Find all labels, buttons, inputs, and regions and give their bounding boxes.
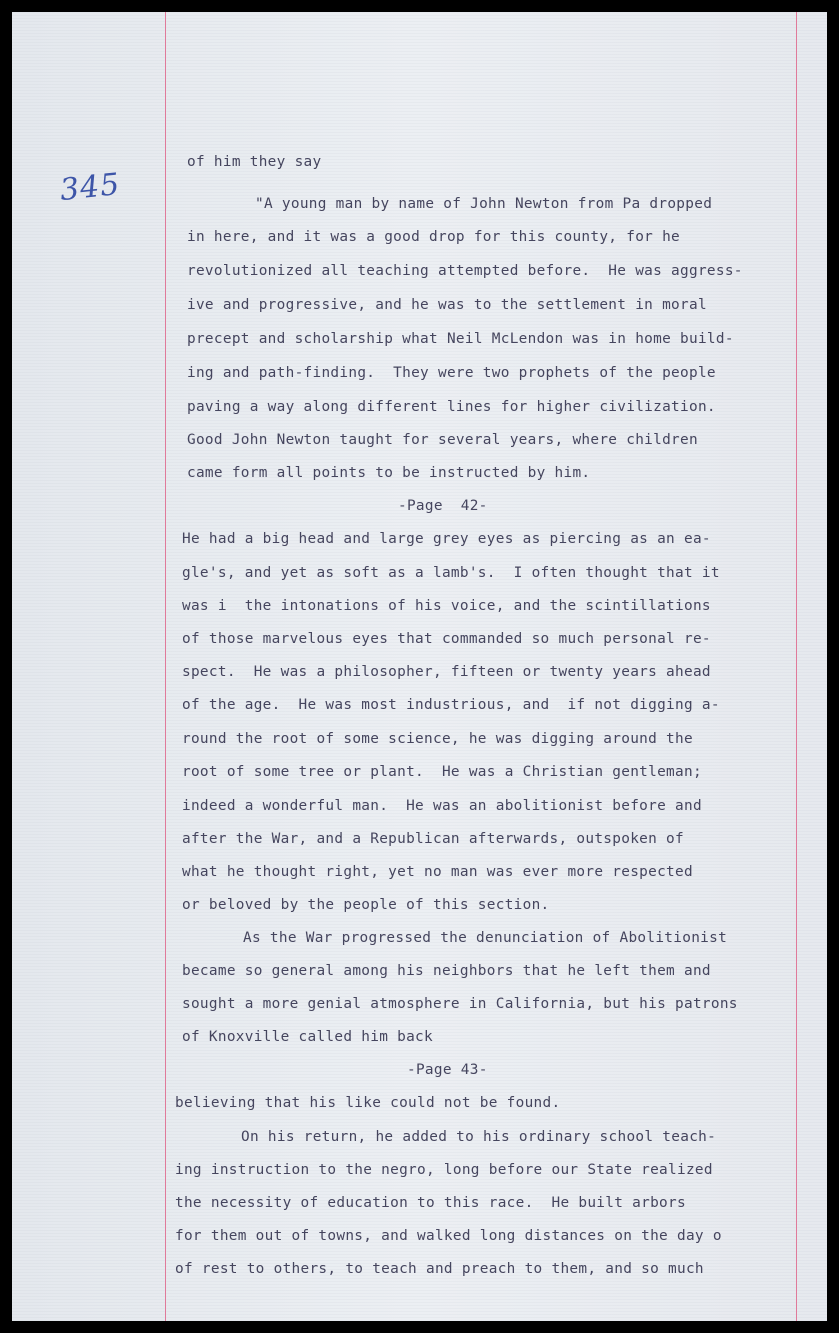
text-line: paving a way along different lines for higher civilization.	[187, 399, 716, 415]
handwritten-page-number: 345	[58, 166, 122, 209]
text-line: what he thought right, yet no man was ever more respected	[182, 864, 693, 880]
text-line: of Knoxville called him back	[182, 1029, 433, 1045]
text-line: believing that his like could not be found.	[175, 1095, 561, 1111]
text-line: was i the intonations of his voice, and the scintillations	[182, 598, 711, 614]
text-line: As the War progressed the denunciation of Abolitionist	[243, 930, 728, 946]
text-line: revolutionized all teaching attempted before. He was aggress-	[187, 263, 743, 279]
text-line: gle's, and yet as soft as a lamb's. I often thought that it	[182, 565, 720, 581]
page-marker: -Page 42-	[398, 498, 488, 514]
text-line: "A young man by name of John Newton from Pa dropped	[255, 196, 713, 212]
page-marker: -Page 43-	[407, 1062, 488, 1078]
text-line: spect. He was a philosopher, fifteen or twenty years ahead	[182, 664, 711, 680]
text-line: precept and scholarship what Neil McLendon was in home build-	[187, 331, 734, 347]
text-line: of the age. He was most industrious, and if not digging a-	[182, 697, 720, 713]
text-line: ive and progressive, and he was to the settlement in moral	[187, 297, 707, 313]
text-line: came form all points to be instructed by him.	[187, 465, 591, 481]
text-line: the necessity of education to this race. He built arbors	[175, 1195, 686, 1211]
text-line: He had a big head and large grey eyes as piercing as an ea-	[182, 531, 711, 547]
document-page	[12, 12, 827, 1321]
text-line: Good John Newton taught for several years, where children	[187, 432, 698, 448]
text-line: after the War, and a Republican afterwards, outspoken of	[182, 831, 684, 847]
text-line: or beloved by the people of this section.	[182, 897, 550, 913]
text-line: sought a more genial atmosphere in California, but his patrons	[182, 996, 738, 1012]
text-line: became so general among his neighbors that he left them and	[182, 963, 711, 979]
text-line: of rest to others, to teach and preach to them, and so much	[175, 1261, 704, 1277]
text-line: of those marvelous eyes that commanded so much personal re-	[182, 631, 711, 647]
text-line: in here, and it was a good drop for this county, for he	[187, 229, 681, 245]
text-line: ing and path-finding. They were two prophets of the people	[187, 365, 716, 381]
text-line: round the root of some science, he was digging around the	[182, 731, 693, 747]
text-line: ing instruction to the negro, long before our State realized	[175, 1162, 713, 1178]
text-line: root of some tree or plant. He was a Christian gentleman;	[182, 764, 702, 780]
right-margin-rule	[796, 12, 797, 1321]
left-margin-rule	[165, 12, 166, 1321]
text-line: of him they say	[187, 154, 322, 170]
text-line: indeed a wonderful man. He was an abolitionist before and	[182, 798, 702, 814]
text-line: for them out of towns, and walked long distances on the day o	[175, 1228, 722, 1244]
text-line: On his return, he added to his ordinary school teach-	[241, 1129, 717, 1145]
